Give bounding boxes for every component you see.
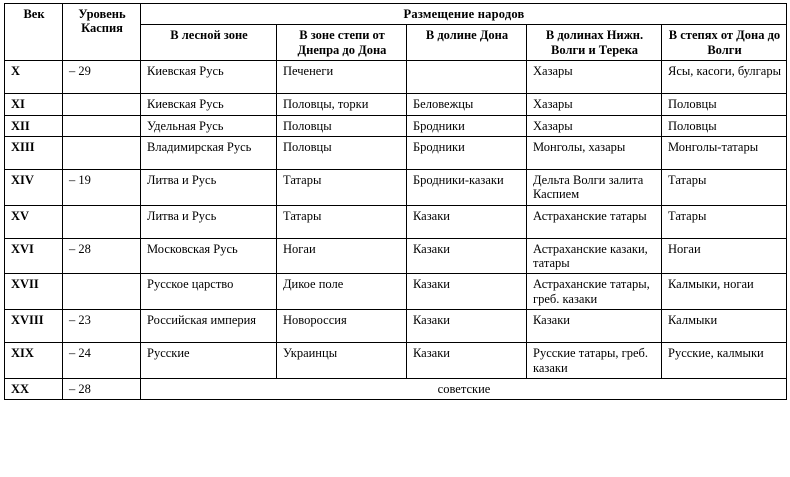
cell-forest-zone: Литва и Русь (141, 169, 277, 205)
cell-forest-zone: Киевская Русь (141, 94, 277, 115)
cell-steppes-don-volga: Русские, калмыки (662, 343, 787, 379)
cell-don-valley: Казаки (407, 343, 527, 379)
cell-century: X (5, 61, 63, 94)
cell-caspian-level: – 23 (63, 310, 141, 343)
header-steppes-don-volga: В степях от Дона до Волги (662, 25, 787, 61)
table-row (5, 136, 787, 169)
cell-century: XX (5, 378, 63, 399)
cell-steppes-don-volga: Монголы-татары (662, 136, 787, 169)
table-row (5, 274, 787, 310)
cell-steppe-dnieper-don: Печенеги (277, 61, 407, 94)
cell-caspian-level: – 28 (63, 238, 141, 274)
cell-steppes-don-volga: Ясы, касоги, булгары (662, 61, 787, 94)
cell-caspian-level (63, 94, 141, 115)
table-header-row-group (5, 4, 787, 25)
cell-caspian-level: – 24 (63, 343, 141, 379)
cell-lower-volga-terek: Астраханские татары (527, 205, 662, 238)
header-lower-volga-terek: В долинах Нижн. Волги и Терека (527, 25, 662, 61)
cell-steppe-dnieper-don: Дикое поле (277, 274, 407, 310)
cell-steppes-don-volga: Половцы (662, 115, 787, 136)
cell-steppe-dnieper-don: Ногаи (277, 238, 407, 274)
cell-steppes-don-volga: Калмыки, ногаи (662, 274, 787, 310)
cell-lower-volga-terek: Хазары (527, 61, 662, 94)
cell-century: XVII (5, 274, 63, 310)
cell-century: XV (5, 205, 63, 238)
cell-forest-zone: Российская империя (141, 310, 277, 343)
cell-don-valley (407, 61, 527, 94)
cell-forest-zone: Киевская Русь (141, 61, 277, 94)
cell-steppe-dnieper-don: Татары (277, 169, 407, 205)
cell-lower-volga-terek: Русские татары, греб. казаки (527, 343, 662, 379)
cell-steppe-dnieper-don: Новороссия (277, 310, 407, 343)
table-row (5, 61, 787, 94)
cell-steppe-dnieper-don: Половцы, торки (277, 94, 407, 115)
table-row (5, 94, 787, 115)
cell-lower-volga-terek: Астраханские казаки, татары (527, 238, 662, 274)
cell-forest-zone: Владимирская Русь (141, 136, 277, 169)
cell-steppe-dnieper-don: Половцы (277, 115, 407, 136)
table-row (5, 238, 787, 274)
cell-century: XIV (5, 169, 63, 205)
cell-forest-zone: Литва и Русь (141, 205, 277, 238)
cell-don-valley: Казаки (407, 310, 527, 343)
cell-don-valley: Бродники-казаки (407, 169, 527, 205)
cell-don-valley: Казаки (407, 274, 527, 310)
table-row (5, 205, 787, 238)
cell-steppes-don-volga: Половцы (662, 94, 787, 115)
cell-forest-zone: Московская Русь (141, 238, 277, 274)
table-row (5, 115, 787, 136)
cell-don-valley: Казаки (407, 205, 527, 238)
cell-lower-volga-terek: Дельта Волги залита Каспием (527, 169, 662, 205)
peoples-placement-table (4, 3, 787, 400)
table-row (5, 343, 787, 379)
cell-forest-zone: Удельная Русь (141, 115, 277, 136)
cell-steppes-don-volga: Татары (662, 169, 787, 205)
cell-century: XI (5, 94, 63, 115)
cell-steppe-dnieper-don: Татары (277, 205, 407, 238)
cell-forest-zone: Русское царство (141, 274, 277, 310)
cell-century: XIX (5, 343, 63, 379)
cell-caspian-level (63, 136, 141, 169)
header-caspian-level: Уровень Каспия (63, 4, 141, 61)
cell-caspian-level: – 19 (63, 169, 141, 205)
cell-caspian-level: – 28 (63, 378, 141, 399)
table-body (5, 61, 787, 400)
cell-lower-volga-terek: Монголы, хазары (527, 136, 662, 169)
cell-steppe-dnieper-don: Украинцы (277, 343, 407, 379)
cell-lower-volga-terek: Хазары (527, 115, 662, 136)
cell-don-valley: Бродники (407, 136, 527, 169)
cell-century: XIII (5, 136, 63, 169)
cell-don-valley: Казаки (407, 238, 527, 274)
header-century: Век (5, 4, 63, 61)
cell-caspian-level (63, 205, 141, 238)
cell-lower-volga-terek: Казаки (527, 310, 662, 343)
cell-century: XVIII (5, 310, 63, 343)
cell-century: XVI (5, 238, 63, 274)
cell-steppe-dnieper-don: Половцы (277, 136, 407, 169)
header-steppe-dnieper-don: В зоне степи от Днепра до Дона (277, 25, 407, 61)
cell-lower-volga-terek: Астраханские татары, греб. казаки (527, 274, 662, 310)
cell-steppes-don-volga: Калмыки (662, 310, 787, 343)
table-row (5, 169, 787, 205)
cell-caspian-level (63, 115, 141, 136)
cell-steppes-don-volga: Ногаи (662, 238, 787, 274)
cell-century: XII (5, 115, 63, 136)
cell-caspian-level (63, 274, 141, 310)
header-don-valley: В долине Дона (407, 25, 527, 61)
cell-soviet-merged: советские (141, 378, 787, 399)
cell-caspian-level: – 29 (63, 61, 141, 94)
table-row (5, 310, 787, 343)
cell-forest-zone: Русские (141, 343, 277, 379)
cell-don-valley: Беловежцы (407, 94, 527, 115)
cell-don-valley: Бродники (407, 115, 527, 136)
header-peoples-placement: Размещение народов (141, 4, 787, 25)
header-forest-zone: В лесной зоне (141, 25, 277, 61)
cell-steppes-don-volga: Татары (662, 205, 787, 238)
table-row-final (5, 378, 787, 399)
cell-lower-volga-terek: Хазары (527, 94, 662, 115)
